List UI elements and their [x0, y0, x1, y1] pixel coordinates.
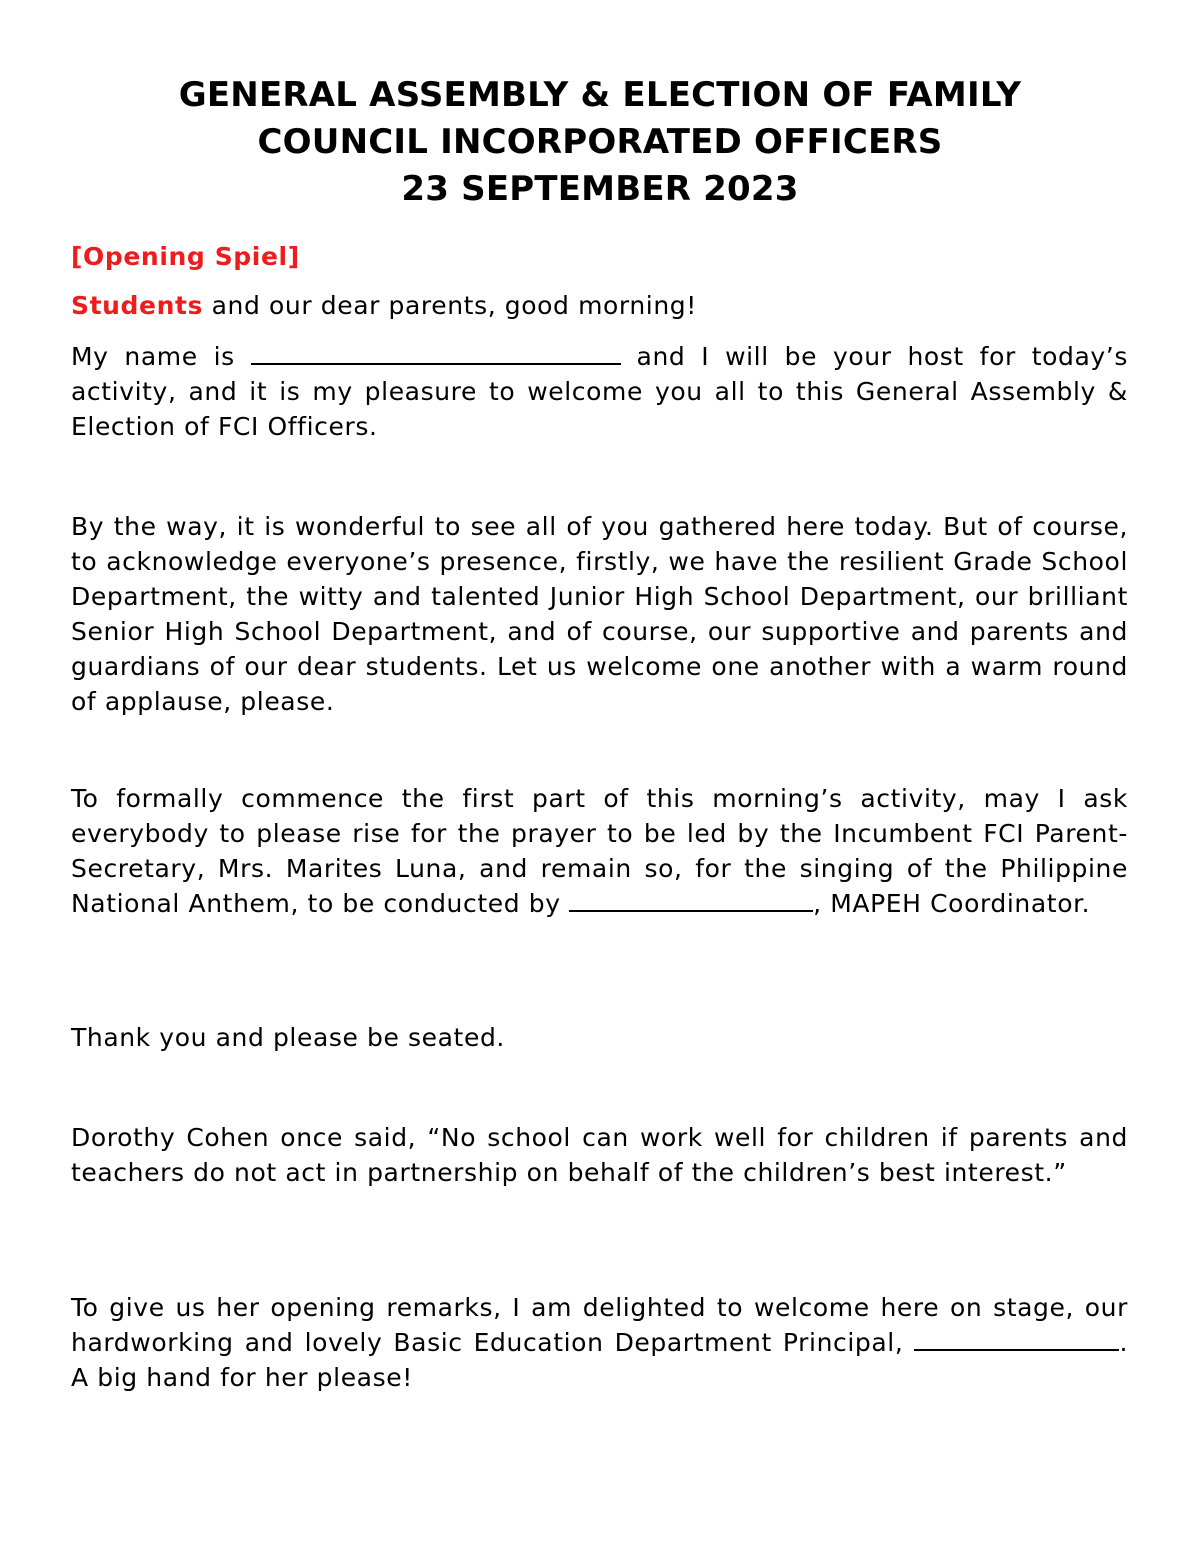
commencement-paragraph — [71, 781, 1128, 921]
thanks-paragraph: Thank you and please be seated. — [71, 1023, 505, 1052]
intro-paragraph — [71, 339, 1128, 444]
commencement-text-start: To formally commence the first part of this morning’s activity, may I ask everybody to please rise for the prayer to be led by the Incumbent FCI Parent-Secretary, Mrs. Marites Luna, and remain so, for the singing of the Philippine National Anthem, to be conducted by — [71, 784, 1128, 918]
greeting-highlight: Students — [71, 291, 204, 320]
title-line-3: 23 SEPTEMBER 2023 — [401, 169, 799, 209]
greeting-paragraph — [71, 288, 1128, 323]
title-line-2: COUNCIL INCORPORATED OFFICERS — [257, 122, 943, 162]
intro-text-start: My name is — [71, 342, 251, 371]
quote-paragraph: Dorothy Cohen once said, “No school can work well for children if parents and teachers do not act in partnership on behalf of the children’s best interest.” — [71, 1123, 1128, 1187]
document-title — [0, 72, 1200, 213]
title-line-1: GENERAL ASSEMBLY & ELECTION OF FAMILY — [178, 75, 1022, 115]
remarks-paragraph — [71, 1290, 1128, 1395]
remarks-text-end: . A big hand for her please! — [71, 1328, 1128, 1392]
host-name-blank — [251, 341, 621, 365]
acknowledgement-paragraph: By the way, it is wonderful to see all of you gathered here today. But of course, to acknowledge everyone’s presence, firstly, we have the resilient Grade School Department, the witty and talented Junior High School Department, our brilliant Senior High School Department, and of course, our supportive and parents and guardians of our dear students. Let us welcome one another with a warm round of applause, please. — [71, 512, 1128, 716]
principal-name-blank — [914, 1327, 1119, 1351]
commencement-text-end: , MAPEH Coordinator. — [813, 889, 1091, 918]
intro-text-end: and I will be your host for today’s activity, and it is my pleasure to welcome you all to this General Assembly & Election of FCI Officers. — [71, 342, 1128, 441]
remarks-text-start: To give us her opening remarks, I am delighted to welcome here on stage, our hardworking and lovely Basic Education Department Principal, — [71, 1293, 1128, 1357]
greeting-text: and our dear parents, good morning! — [203, 291, 697, 320]
section-heading: [Opening Spiel] — [71, 242, 300, 271]
conductor-name-blank — [569, 888, 813, 912]
